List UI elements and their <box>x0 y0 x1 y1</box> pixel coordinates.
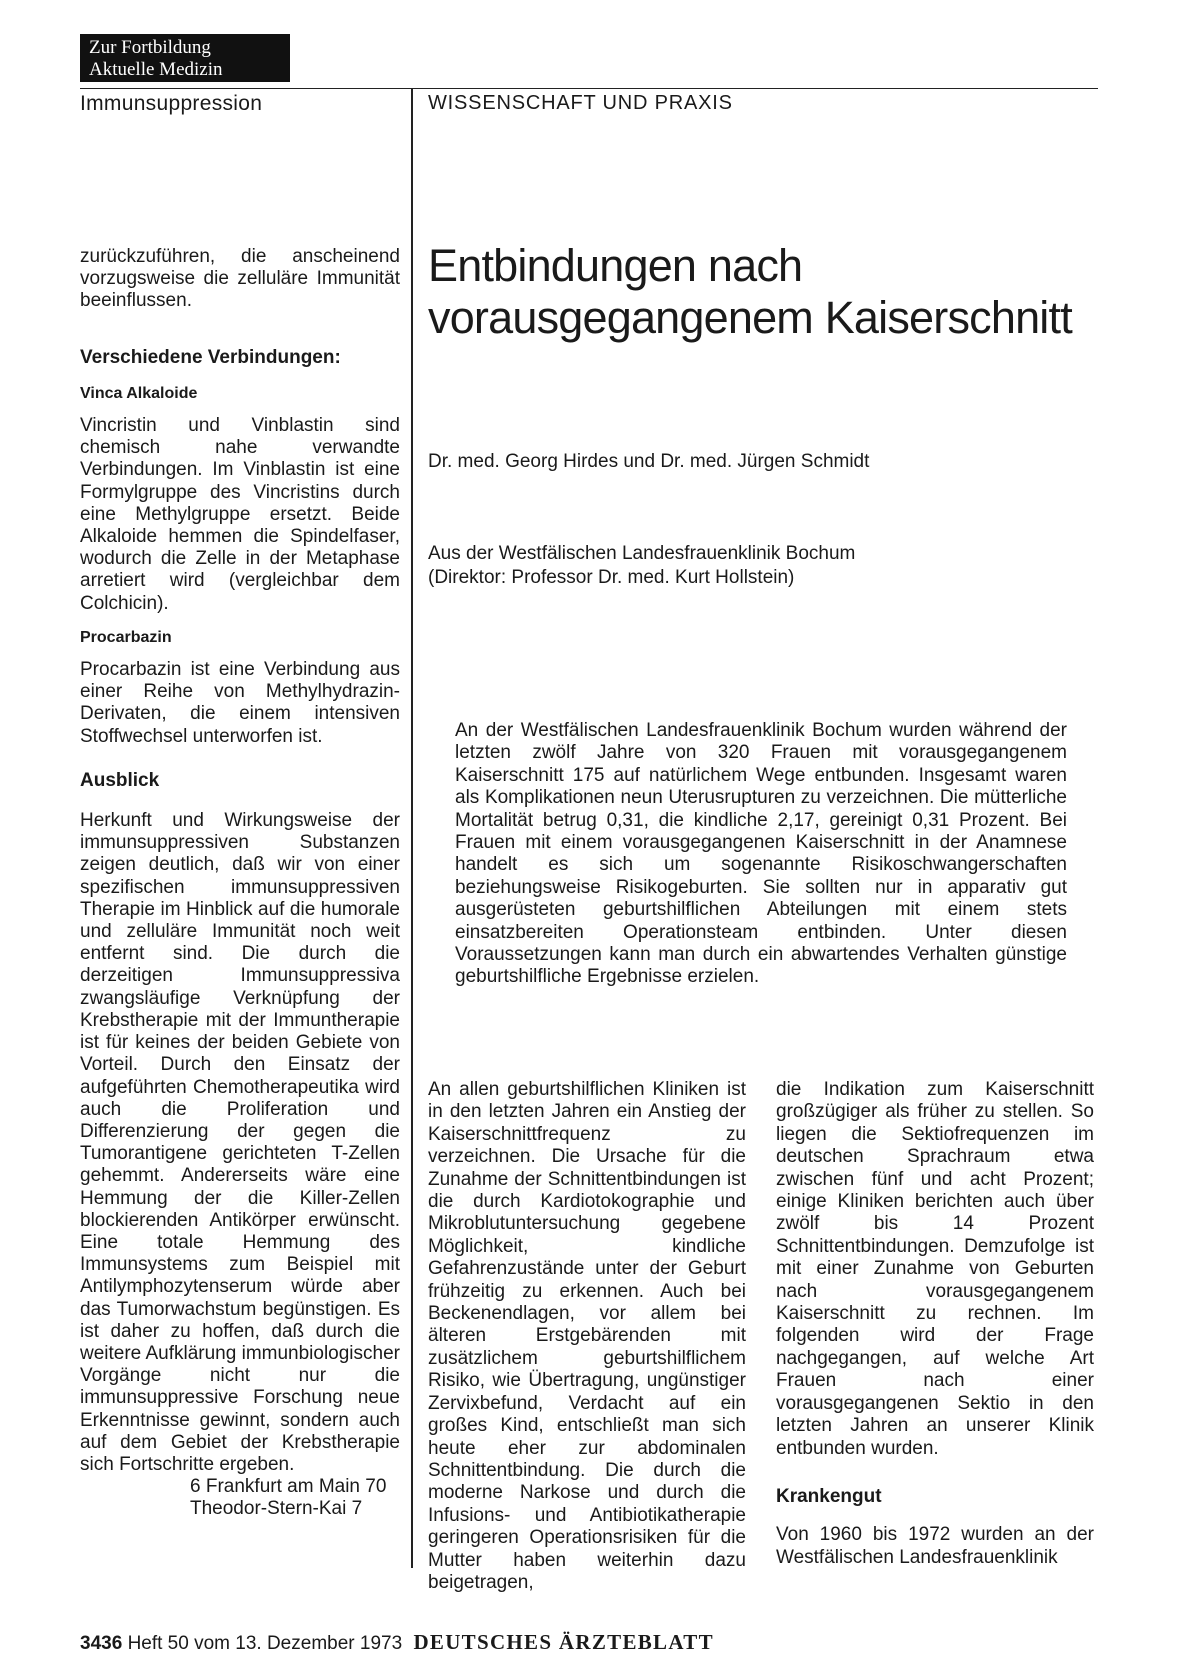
krankengut-paragraph: Von 1960 bis 1972 wurden an der Westfälischen Landesfrauenklinik <box>776 1524 1094 1568</box>
section-tag <box>80 34 290 82</box>
article-title-line2: vorausgegangenem Kaiserschnitt <box>428 292 1072 343</box>
running-header-right: WISSENSCHAFT UND PRAXIS <box>428 92 733 114</box>
vinca-paragraph: Vincristin und Vinblastin sind chemisch nahe verwandte Verbindungen. Im Vinblastin ist eine Formylgruppe des Vincristins durch eine Methylgruppe ersetzt. Beide Alkaloide hemmen die Spindelfaser, wodurch die Zelle in der Metaphase arretiert wird (vergleichbar dem Colchicin). <box>80 415 400 614</box>
section-tag-line1: Zur Fortbildung <box>89 37 211 58</box>
heading-procarbazin: Procarbazin <box>80 628 172 646</box>
outlook-paragraph: Herkunft und Wirkungsweise der immunsuppressiven Substanzen zeigen deutlich, daß wir von einer spezifischen immunsuppressiven Therapie im Hinblick auf die humorale und zelluläre Immunität noch weit entfernt sind. Die durch die derzeitigen Immunsuppressiva zwangsläufige Verknüpfung der Krebstherapie mit der Immuntherapie ist für keines der beiden Gebiete von Vorteil. Durch den Einsatz der aufgeführten Chemotherapeutika wird auch die Proliferation und Differenzierung der gegen die Tumorantigene gerichteten T-Zellen gehemmt. Andererseits wäre eine Hemmung der die Killer-Zellen blockierenden Antikörper erwünscht. Eine totale Hemmung des Immunsystems zum Beispiel mit Antilymphozytenserum würde aber das Tumorwachstum begünstigen. Es ist daher zu hoffen, daß durch die weitere Aufklärung immunbiologischer Vorgänge nicht nur die immunsuppressive Forschung neue Erkenntnisse gewinnt, sondern auch auf dem Gebiet der Krebstherapie sich Fortschritte ergeben. <box>80 810 400 1475</box>
address-line2: Theodor-Stern-Kai 7 <box>190 1498 363 1520</box>
article-title <box>428 240 1108 344</box>
issue-info: Heft 50 vom 13. Dezember 1973 <box>127 1633 403 1654</box>
running-header-left: Immunsuppression <box>80 92 263 115</box>
intro-paragraph: zurückzuführen, die anscheinend vorzugsweise die zelluläre Immunität beeinflussen. <box>80 246 400 312</box>
affiliation-line1: Aus der Westfälischen Landesfrauenklinik Bochum <box>428 543 856 564</box>
left-column <box>80 246 400 1521</box>
abstract-paragraph: An der Westfälischen Landesfrauenklinik Bochum wurden während der letzten zwölf Jahre von 320 Frauen mit vorausgegangenem Kaiserschnitt 175 auf natürlichem Wege entbunden. Insgesamt waren als Komplikationen neun Uterusrupturen zu verzeichnen. Die mütterliche Mortalität betrug 0,31, die kindliche 2,17, gereinigt 0,31 Prozent. Bei Frauen mit einem vorausgegangenen Kaiserschnitt in der Anamnese handelt es sich um sogenannte Risikoschwangerschaften beziehungsweise Risikogeburten. Sie sollten nur in apparativ gut ausgerüsteten geburtshilflichen Abteilungen mit einem stets einsatzbereiten Operationsteam entbinden. Unter diesen Voraussetzungen kann man durch ein abwartendes Verhalten günstige geburtshilfliche Ergebnisse erzielen. <box>455 720 1067 988</box>
page-number: 3436 <box>80 1633 123 1654</box>
article-affiliation <box>428 542 855 590</box>
header-rule <box>80 88 1098 89</box>
article-title-line1: Entbindungen nach <box>428 240 803 291</box>
body-paragraph-2: die Indikation zum Kaiserschnitt großzügiger als früher zu stellen. So liegen die Sektiofrequenzen im deutschen Sprachraum etwa zwischen fünf und acht Prozent; einige Kliniken berichten auch über zwölf bis 14 Prozent Schnittentbindungen. Demzufolge ist mit einer Zunahme von Geburten nach vorausgegangenem Kaiserschnitt zu rechnen. Im folgenden wird der Frage nachgegangen, auf welche Art Frauen nach einer vorausgegangenen Sektio in den letzten Jahren an unserer Klinik entbunden wurden. <box>776 1079 1094 1459</box>
heading-vinca: Vinca Alkaloide <box>80 384 198 402</box>
body-paragraph-1: An allen geburtshilflichen Kliniken ist in den letzten Jahren ein Anstieg der Kaiserschnittfrequenz zu verzeichnen. Die Ursache für die Zunahme der Schnittentbindungen ist die durch Kardiotokographie und Mikroblutuntersuchung gegebene Möglichkeit, kindliche Gefahrenzustände unter der Geburt frühzeitig zu erkennen. Auch bei Beckenendlagen, vor allem bei älteren Erstgebärenden mit zusätzlichem geburtshilflichem Risiko, wie Übertragung, ungünstiger Zervixbefund, Verdacht auf ein großes Kind, entschließt man sich heute eher zur abdominalen Schnittentbindung. Die durch die moderne Narkose und durch die Infusions- und Antibiotikatherapie geringeren Operationsrisiken für die Mutter haben weiterhin dazu beigetragen, <box>428 1079 746 1593</box>
heading-compounds: Verschiedene Verbindungen: <box>80 346 341 368</box>
procarbazin-paragraph: Procarbazin ist eine Verbindung aus einer Reihe von Methylhydrazin-Derivaten, die einem intensiven Stoffwechsel unterworfen ist. <box>80 659 400 747</box>
journal-name: DEUTSCHES ÄRZTEBLATT <box>413 1630 714 1654</box>
address-line1: 6 Frankfurt am Main 70 <box>190 1476 387 1498</box>
body-column-1 <box>428 1079 746 1594</box>
column-divider <box>411 88 413 1568</box>
affiliation-line2: (Direktor: Professor Dr. med. Kurt Hollstein) <box>428 567 795 588</box>
heading-krankengut: Krankengut <box>776 1485 882 1507</box>
body-column-2 <box>776 1079 1094 1569</box>
heading-outlook: Ausblick <box>80 769 160 791</box>
section-tag-line2: Aktuelle Medizin <box>89 59 223 80</box>
article-authors: Dr. med. Georg Hirdes und Dr. med. Jürgen Schmidt <box>428 451 870 472</box>
page-footer <box>80 1630 714 1655</box>
article-abstract <box>455 720 1067 989</box>
